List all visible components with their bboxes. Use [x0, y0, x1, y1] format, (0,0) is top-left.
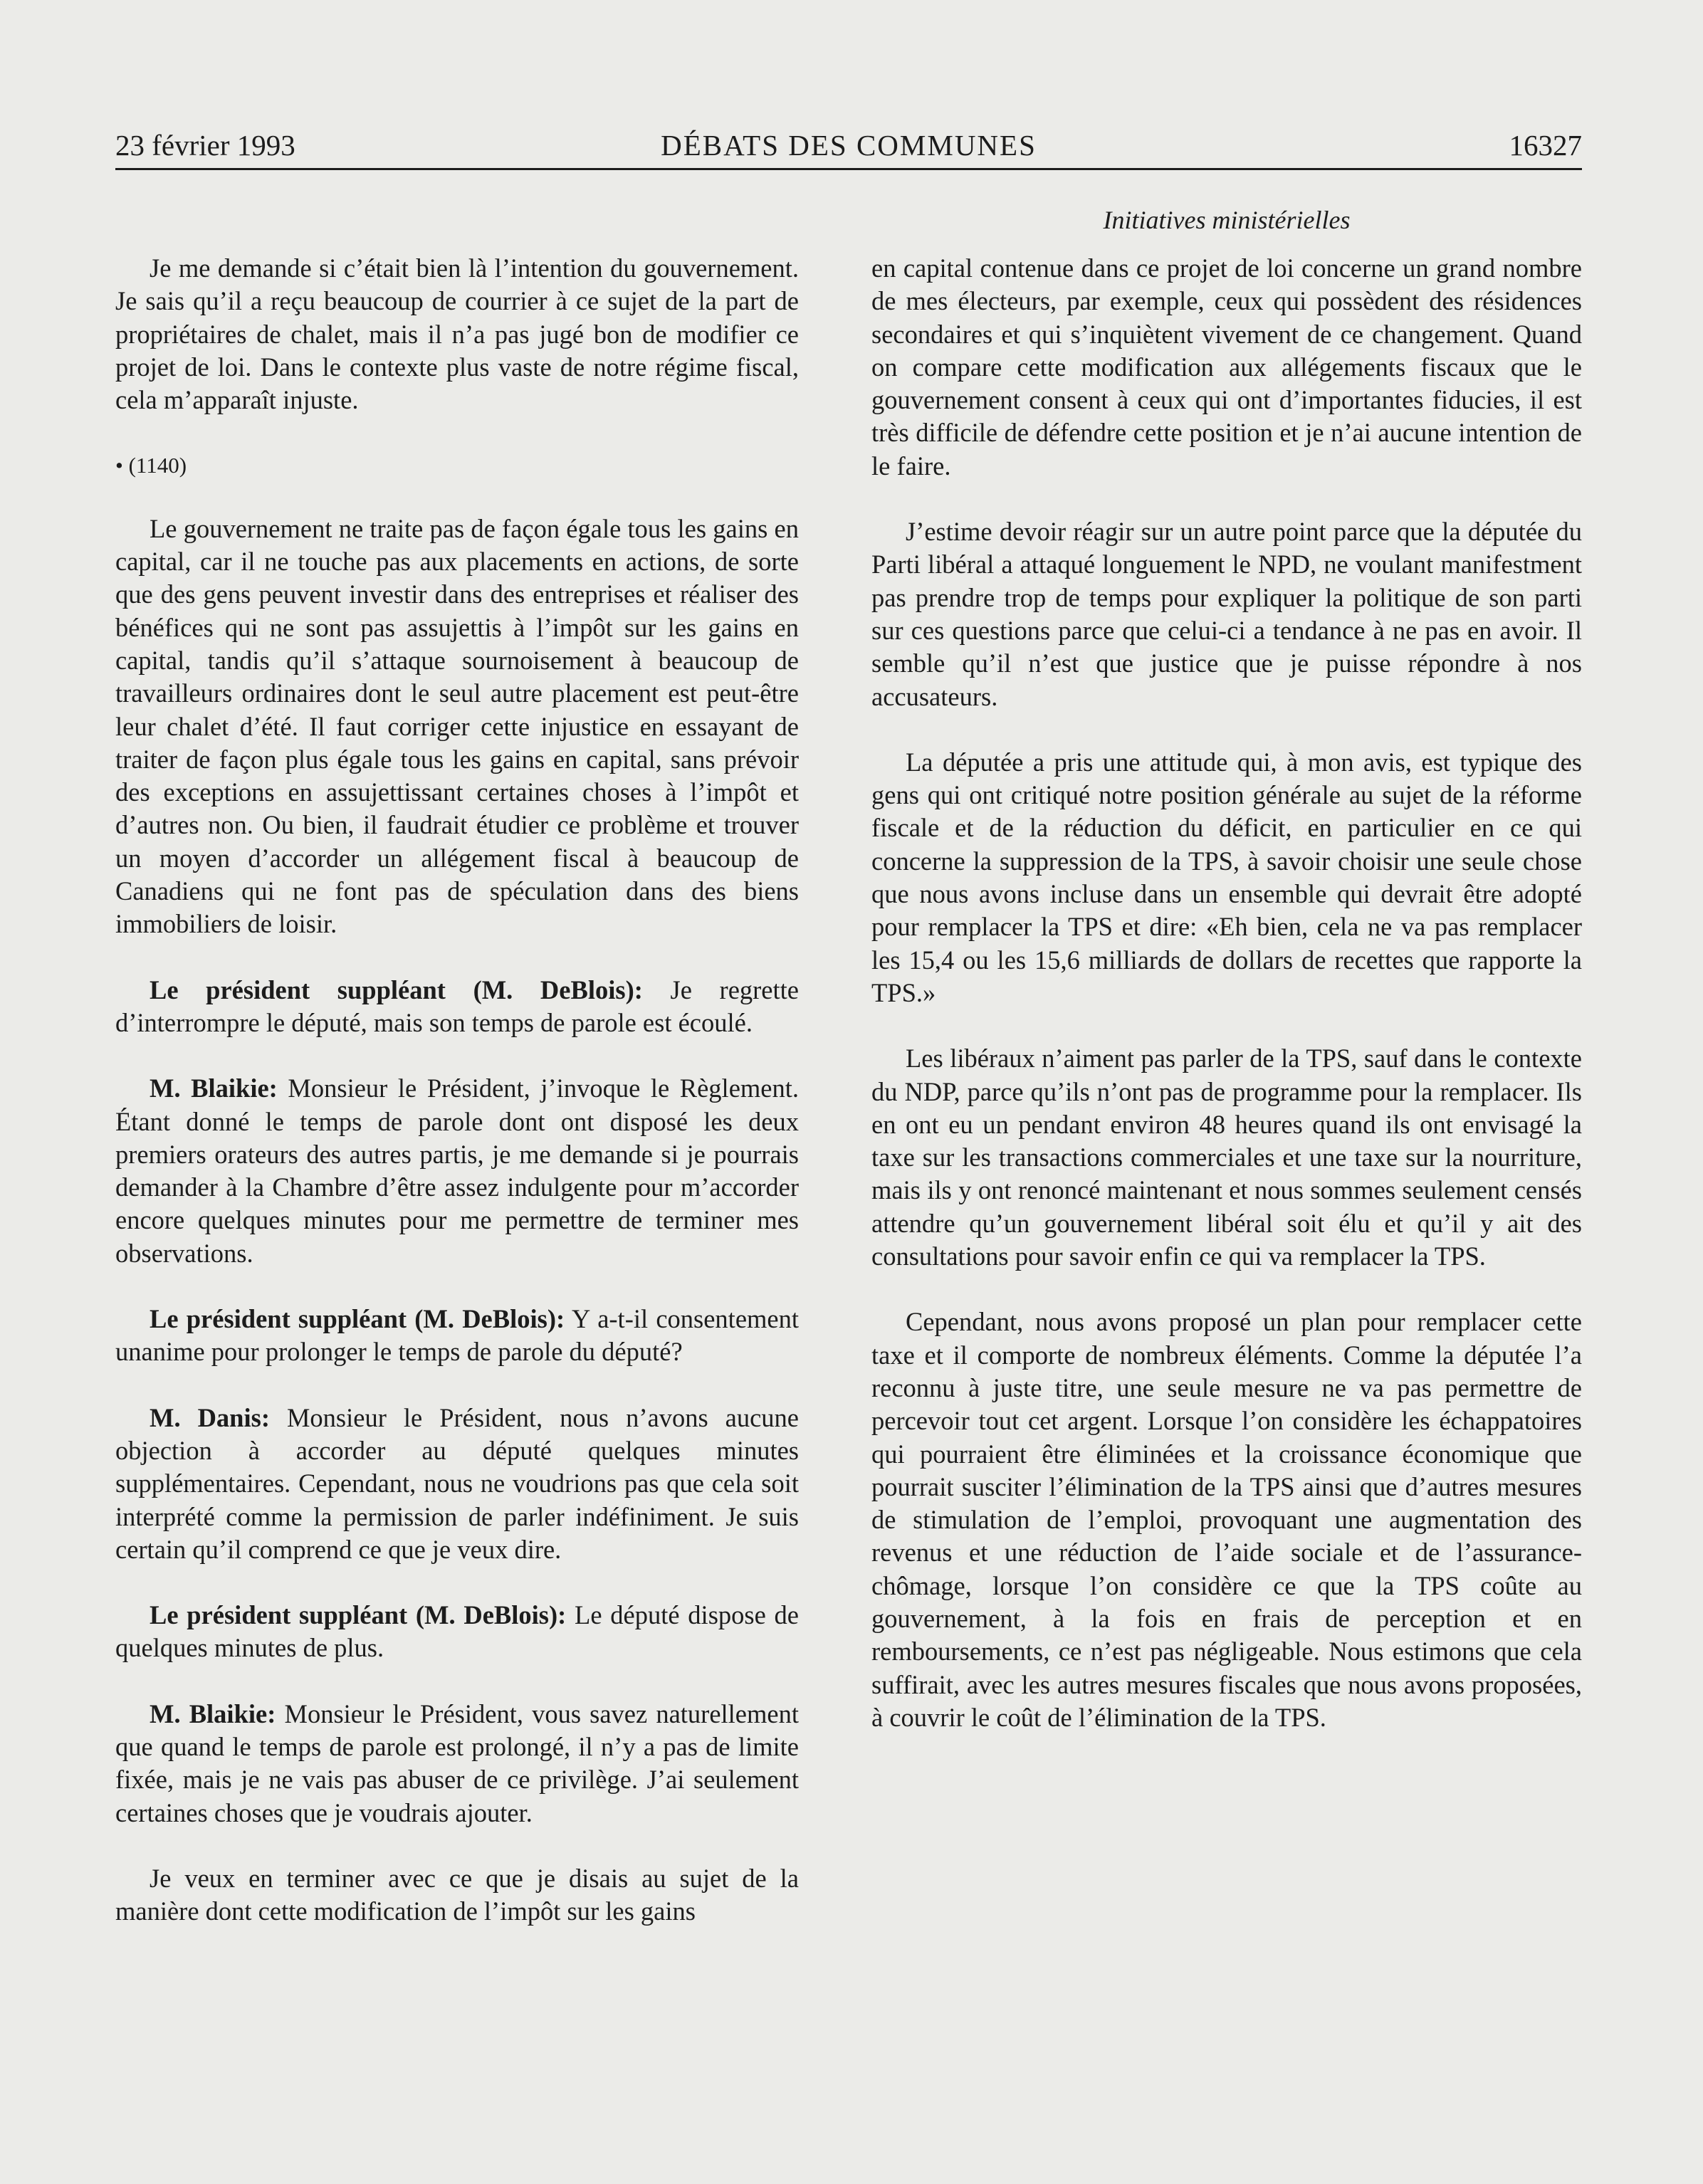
paragraph: J’estime devoir réagir sur un autre point parce que la députée du Parti libéral a attaqué longuement le NPD, ne voulant manifestment pas prendre trop de temps pour expliquer la politique de son parti sur ces questions parce que celui-ci a tendance à ne pas en avoir. Il semble qu’il n’est que justice que je puisse répondre à nos accusateurs. — [871, 517, 1582, 711]
header-date: 23 février 1993 — [115, 129, 295, 162]
paragraph: M. Blaikie: Monsieur le Président, vous savez naturellement que quand le temps de parole est prolongé, il n’y a pas de limite fixée, mais je ne vais pas abuser de ce privilège. J’ai seulement certaines choses que je voudrais ajouter. — [115, 1699, 799, 1827]
section-title: Initiatives ministérielles — [1103, 206, 1351, 234]
page-number: 16327 — [1509, 129, 1582, 162]
paragraph: Le président suppléant (M. DeBlois): Je regrette d’interrompre le député, mais son temps de parole est écoulé. — [115, 975, 799, 1037]
speaker-name: M. Danis: — [150, 1402, 270, 1432]
paragraph: Le gouvernement ne traite pas de façon égale tous les gains en capital, car il ne touche pas aux placements en actions, de sorte que des gens peuvent investir dans des entreprises et réaliser des bénéfices qui ne sont pas assujettis à l’impôt sur les gains en capital, tandis qu’il s’attaque sournoisement à beaucoup de travailleurs ordinaires dont le seul autre placement est peut-être leur chalet d’été. Il faut corriger cette injustice en essayant de traiter de façon plus égale tous les gains en capital, sans prévoir des exceptions en assujettissant certaines choses à l’impôt et d’autres non. Ou bien, il faudrait étudier ce problème et trouver un moyen d’accorder un allégement fiscal à beaucoup de Canadiens qui ne font pas de spéculation dans des biens immobiliers de loisir. — [115, 513, 799, 939]
left-column — [115, 252, 799, 1960]
page-header — [115, 127, 1582, 169]
paragraph: Cependant, nous avons proposé un plan pour remplacer cette taxe et il comporte de nombreux éléments. Comme la députée l’a reconnu à juste titre, une seule mesure ne va pas permettre de percevoir tout cet argent. Lorsque l’on considère les échappatoires qui pourraient être éliminées et la croissance économique que pourrait susciter l’élimination de la TPS ainsi que d’autres mesures de stimulation de l’emploi, provoquant une augmentation des revenus et une réduction de l’aide sociale et de l’assurance-chômage, lorsque l’on considère ce que la TPS coûte au gouvernement, à la fois en frais de perception et en remboursements, ce n’est pas négligeable. Nous estimons que cela suffirait, avec les autres mesures fiscales que nous avons proposées, à couvrir le coût de l’élimination de la TPS. — [871, 1307, 1582, 1732]
speaker-name: Le président suppléant (M. DeBlois): — [150, 975, 643, 1004]
paragraph: La députée a pris une attitude qui, à mon avis, est typique des gens qui ont critiqué notre position générale au sujet de la réforme fiscale et de la réduction du déficit, en particulier en ce qui concerne la suppression de la TPS, à savoir choisir une seule chose que nous avons incluse dans un ensemble qui devrait être adopté pour remplacer la TPS et dire: «Eh bien, cela ne va pas remplacer les 15,4 ou les 15,6 milliards de dollars de recettes que rapporte la TPS.» — [871, 747, 1582, 1007]
speaker-name: M. Blaikie: — [150, 1699, 276, 1728]
paragraph: en capital contenue dans ce projet de loi concerne un grand nombre de mes électeurs, par exemple, ceux qui possèdent des résidences secondaires et qui s’inquiètent vivement de ce changement. Quand on compare cette modification aux allégements fiscaux que le gouvernement consent à ceux qui ont d’importantes fiducies, il est très difficile de défendre cette position et je n’ai aucune intention de le faire. — [871, 253, 1582, 481]
speaker-name: Le président suppléant (M. DeBlois): — [150, 1600, 567, 1630]
right-column — [871, 252, 1582, 1767]
paragraph: Je veux en terminer avec ce que je disais au sujet de la manière dont cette modification de l’impôt sur les gains — [115, 1863, 799, 1926]
header-title: DÉBATS DES COMMUNES — [661, 129, 1037, 162]
paragraph: Je me demande si c’était bien là l’intention du gouvernement. Je sais qu’il a reçu beaucoup de courrier à ce sujet de la part de propriétaires de chalet, mais il n’a pas jugé bon de modifier ce projet de loi. Dans le contexte plus vaste de notre régime fiscal, cela m’apparaît injuste. — [115, 253, 799, 415]
paragraph: Le président suppléant (M. DeBlois): Le député dispose de quelques minutes de plus. — [115, 1600, 799, 1663]
paragraph: Le président suppléant (M. DeBlois): Y a-t-il consentement unanime pour prolonger le temps de parole du député? — [115, 1304, 800, 1367]
timestamp: • (1140) — [115, 453, 187, 478]
paragraph: Les libéraux n’aiment pas parler de la TPS, sauf dans le contexte du NDP, parce qu’ils n’ont pas de programme pour la remplacer. Ils en ont eu un pendant environ 48 heures quand ils ont envisagé la taxe sur les transactions commerciales et une taxe sur la nourriture, mais ils y ont renoncé maintenant et nous sommes seulement censés attendre qu’un gouvernement libéral soit élu et qu’il y ait des consultations pour savoir enfin ce qui va remplacer la TPS. — [871, 1044, 1582, 1271]
speaker-name: M. Blaikie: — [150, 1073, 278, 1103]
header-rule — [115, 168, 1582, 170]
paragraph: M. Blaikie: Monsieur le Président, j’invoque le Règlement. Étant donné le temps de parole dont ont disposé les deux premiers orateurs des autres partis, je me demande si je pourrais demander à la Chambre d’être assez indulgente pour m’accorder encore quelques minutes pour me permettre de terminer mes observations. — [115, 1073, 800, 1268]
paragraph: M. Danis: Monsieur le Président, nous n’avons aucune objection à accorder au député quelques minutes supplémentaires. Cependant, nous ne voudrions pas que cela soit interprété comme la permission de parler indéfiniment. Je suis certain qu’il comprend ce que je veux dire. — [115, 1402, 800, 1564]
speaker-name: Le président suppléant (M. DeBlois): — [150, 1304, 565, 1334]
